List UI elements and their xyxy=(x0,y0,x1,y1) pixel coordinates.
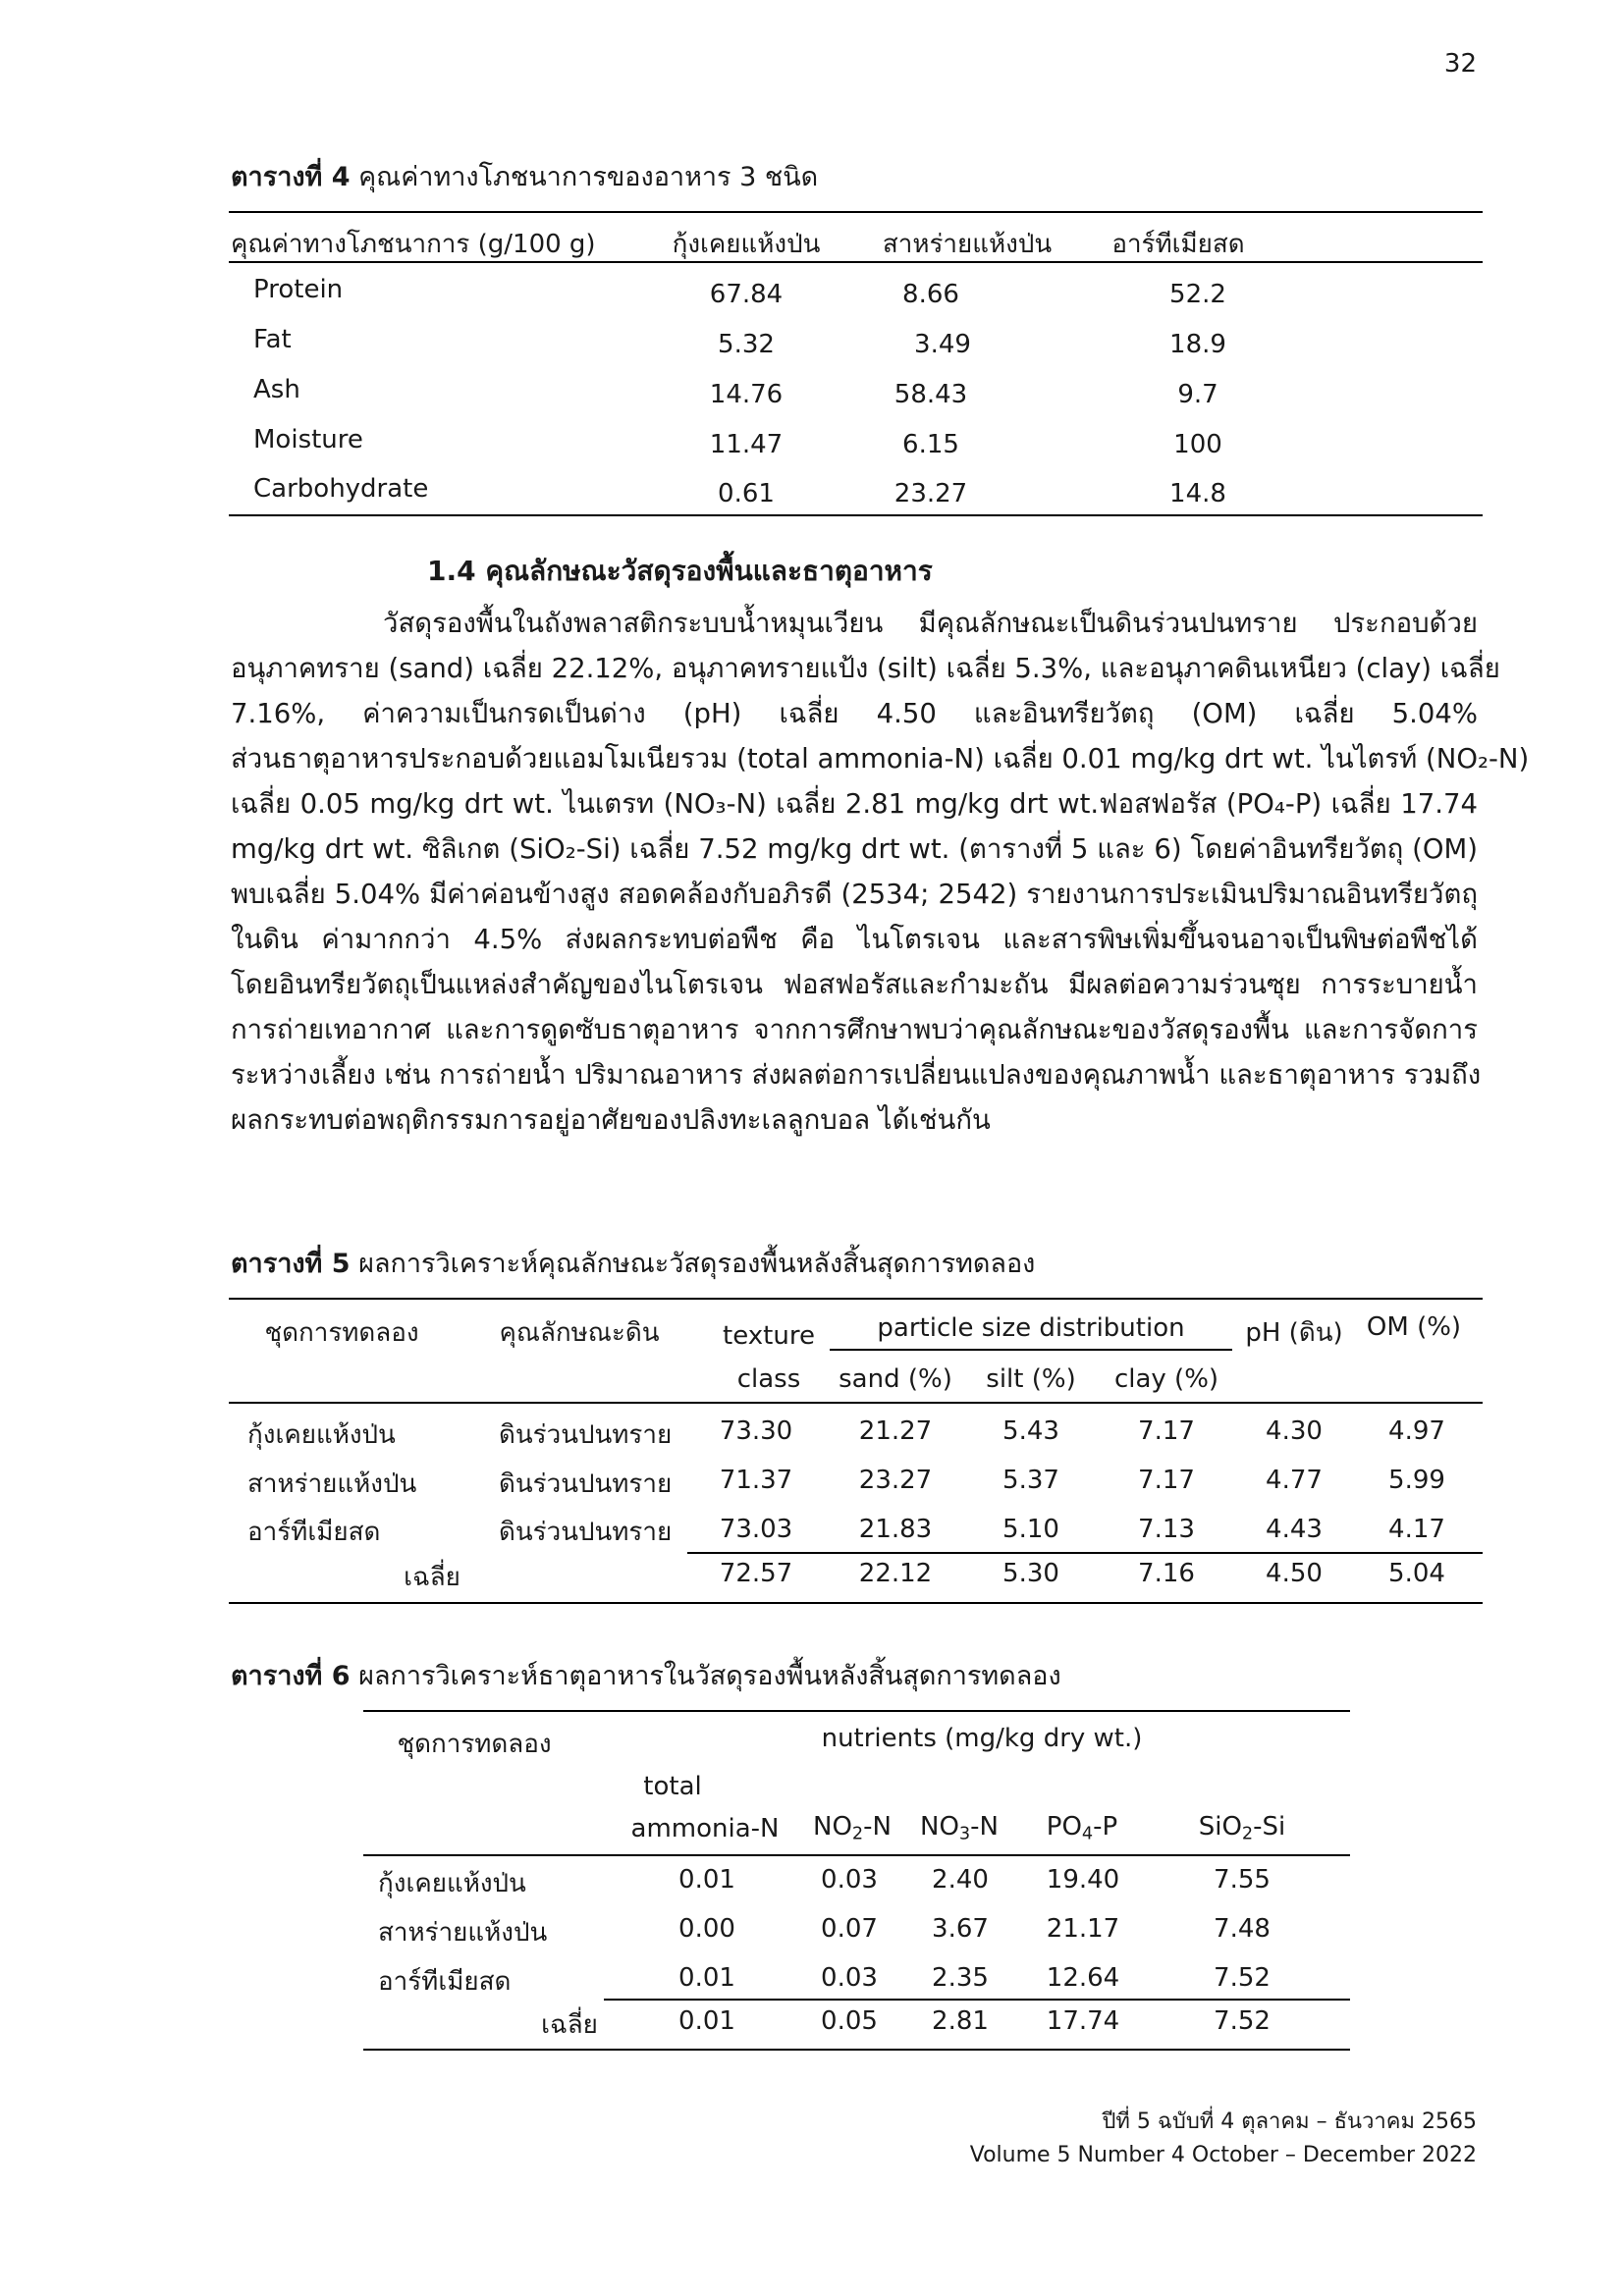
table6-avg-rule xyxy=(604,1999,1350,2001)
table6-cell: 0.00 xyxy=(678,1914,735,1944)
table6-header-nutrients: nutrients (mg/kg dry wt.) xyxy=(821,1724,1143,1753)
table4-cell-label: Protein xyxy=(253,275,344,304)
table5-caption xyxy=(231,1242,1035,1284)
section-heading: 1.4 คุณลักษณะวัสดุรองพื้นและธาตุอาหาร xyxy=(427,555,933,587)
table6-cell: 0.01 xyxy=(678,1865,735,1895)
table6-avg-cell: 17.74 xyxy=(1046,2006,1120,2036)
table5-bottom-rule xyxy=(229,1602,1483,1604)
table4-cell: 9.7 xyxy=(1177,380,1218,409)
table5-header-texture: texture xyxy=(723,1321,815,1351)
table5-cell: 5.43 xyxy=(1002,1416,1059,1446)
table6-header-group: ชุดการทดลอง xyxy=(397,1730,552,1759)
paragraph-line: พบเฉลี่ย 5.04% มีค่าค่อนข้างสูง สอดคล้องกับอภิรดี (2534; 2542) รายงานการประเมินปริมาณอินทรียวัตถุ xyxy=(231,879,1478,910)
table4-caption xyxy=(231,155,818,197)
table4-header-seaweed: สาหร่ายแห้งป่น xyxy=(882,230,1053,259)
paragraph-line: 7.16%, ค่าความเป็นกรดเป็นด่าง (pH) เฉลี่ย 4.50 และอินทรียวัตถุ (OM) เฉลี่ย 5.04% xyxy=(231,698,1478,729)
table5-cell: 7.17 xyxy=(1138,1416,1195,1446)
table6-header-sio2: SiO$_2$-Si xyxy=(1198,1812,1286,1844)
table5-cell: 5.37 xyxy=(1002,1466,1059,1495)
section-paragraph xyxy=(231,601,1530,1143)
table5-header-ph: pH (ดิน) xyxy=(1245,1318,1343,1348)
table5-cell: 71.37 xyxy=(719,1466,793,1495)
paragraph-line: ระหว่างเลี้ยง เช่น การถ่ายน้ำ ปริมาณอาหาร ส่งผลต่อการเปลี่ยนแปลงของคุณภาพน้ำ และธาตุอาหาร รวมถึง xyxy=(231,1059,1482,1091)
table5-caption-text: ผลการวิเคราะห์คุณลักษณะวัสดุรองพื้นหลังสิ้นสุดการทดลอง xyxy=(358,1249,1036,1279)
table5-avg-cell: 5.04 xyxy=(1388,1559,1445,1588)
paragraph-line: ในดิน ค่ามากกว่า 4.5% ส่งผลกระทบต่อพืช คือ ไนโตรเจน และสารพิษเพิ่มขึ้นจนอาจเป็นพิษต่อพืชได้ xyxy=(231,924,1478,955)
table4-header-nutrition: คุณค่าทางโภชนาการ (g/100 g) xyxy=(231,230,596,259)
table5-caption-label: ตารางที่ 5 xyxy=(231,1249,351,1279)
table6-avg-cell: 7.52 xyxy=(1214,2006,1271,2036)
table5-cell: 4.97 xyxy=(1388,1416,1445,1446)
table6-cell: 12.64 xyxy=(1046,1963,1120,1993)
table6-header-no2: $NO_2-N$ xyxy=(812,1812,893,1844)
paragraph-line: อนุภาคทราย (sand) เฉลี่ย 22.12%, อนุภาคทรายแป้ง (silt) เฉลี่ย 5.3%, และอนุภาคดินเหนียว (clay) เฉลี่ย xyxy=(231,653,1500,684)
table5-avg-cell: 4.50 xyxy=(1266,1559,1323,1588)
table5-avg-cell: 7.16 xyxy=(1138,1559,1195,1588)
table5-header-soil: คุณลักษณะดิน xyxy=(499,1318,660,1348)
paragraph-line: mg/kg drt wt. ซิลิเกต (SiO₂-Si) เฉลี่ย 7.52 mg/kg drt wt. (ตารางที่ 5 และ 6) โดยค่าอินทรียวัตถุ (OM) xyxy=(231,833,1478,865)
table5-header-rule xyxy=(229,1402,1483,1404)
table5-header-sand: sand (%) xyxy=(839,1364,952,1394)
table4-cell: 58.43 xyxy=(893,380,968,409)
table4-bottom-rule xyxy=(229,514,1483,516)
table4-cell: 11.47 xyxy=(709,430,784,459)
table4-cell: 6.15 xyxy=(902,430,959,459)
paragraph-line: วัสดุรองพื้นในถังพลาสติกระบบน้ำหมุนเวียน มีคุณลักษณะเป็นดินร่วนปนทราย ประกอบด้วย xyxy=(383,608,1478,639)
table5-cell: 4.17 xyxy=(1388,1515,1445,1544)
footer-issue-english: Volume 5 Number 4 October – December 2022 xyxy=(969,2143,1477,2167)
paragraph-line: การถ่ายเทอากาศ และการดูดซับธาตุอาหาร จากการศึกษาพบว่าคุณลักษณะของวัสดุรองพื้น และการจัดการ xyxy=(231,1014,1478,1045)
paragraph-line: ผลกระทบต่อพฤติกรรมการอยู่อาศัยของปลิงทะเลลูกบอล ได้เช่นกัน xyxy=(231,1104,991,1136)
table5-header-om: OM (%) xyxy=(1366,1312,1462,1342)
table6-header-total: total xyxy=(643,1772,702,1801)
table5-cell: 23.27 xyxy=(858,1466,933,1495)
table6-cell: 7.48 xyxy=(1214,1914,1271,1944)
table5-psd-rule xyxy=(830,1349,1232,1351)
table6-top-rule xyxy=(363,1710,1350,1712)
table6-avg-label: เฉลี่ย xyxy=(541,2010,598,2040)
table6-cell: 0.07 xyxy=(821,1914,878,1944)
table4-cell: 67.84 xyxy=(709,280,784,309)
table4-cell: 3.49 xyxy=(914,330,971,359)
table5-header-clay: clay (%) xyxy=(1113,1364,1219,1394)
table4-cell-label: Carbohydrate xyxy=(253,474,429,504)
table4-cell: 8.66 xyxy=(902,280,959,309)
table6-cell: 2.35 xyxy=(932,1963,989,1993)
table5-cell-group: อาร์ทีเมียสด xyxy=(247,1518,381,1547)
table5-cell: 21.27 xyxy=(858,1416,933,1446)
paragraph-line: เฉลี่ย 0.05 mg/kg drt wt. ไนเตรท (NO₃-N) เฉลี่ย 2.81 mg/kg drt wt.ฟอสฟอรัส (PO₄-P) เฉลี่ย 17.74 xyxy=(231,788,1478,820)
table5-cell-group: กุ้งเคยแห้งป่น xyxy=(247,1420,396,1450)
table5-header-silt: silt (%) xyxy=(986,1364,1076,1394)
table5-cell: 21.83 xyxy=(858,1515,933,1544)
table4-cell-label: Moisture xyxy=(253,425,363,454)
table6-cell: 2.40 xyxy=(932,1865,989,1895)
table6-cell: 21.17 xyxy=(1046,1914,1120,1944)
table4-cell-label: Ash xyxy=(253,375,300,404)
table4-cell: 14.8 xyxy=(1169,479,1226,508)
table5-cell: 4.43 xyxy=(1266,1515,1323,1544)
table4-cell: 18.9 xyxy=(1169,330,1226,359)
table6-cell: 0.03 xyxy=(821,1963,878,1993)
table4-cell: 23.27 xyxy=(893,479,968,508)
table5-cell: 4.77 xyxy=(1266,1466,1323,1495)
page-number: 32 xyxy=(1443,49,1477,79)
table6-header-rule xyxy=(363,1854,1350,1856)
table6-cell-group: อาร์ทีเมียสด xyxy=(378,1967,512,1997)
table5-avg-label: เฉลี่ย xyxy=(404,1563,460,1592)
table5-avg-cell: 5.30 xyxy=(1002,1559,1059,1588)
table5-top-rule xyxy=(229,1298,1483,1300)
table6-cell: 0.01 xyxy=(678,1963,735,1993)
table6-avg-cell: 0.01 xyxy=(678,2006,735,2036)
table4-cell-label: Fat xyxy=(253,325,292,354)
table5-avg-rule xyxy=(687,1552,1483,1554)
table5-cell: 7.17 xyxy=(1138,1466,1195,1495)
table6-caption-text: ผลการวิเคราะห์ธาตุอาหารในวัสดุรองพื้นหลังสิ้นสุดการทดลอง xyxy=(358,1661,1061,1691)
footer-issue-thai: ปีที่ 5 ฉบับที่ 4 ตุลาคม – ธันวาคม 2565 xyxy=(1102,2109,1477,2134)
table5-cell: 4.30 xyxy=(1266,1416,1323,1446)
table6-header-ammonia: ammonia-N xyxy=(630,1814,780,1843)
table6-cell: 7.52 xyxy=(1214,1963,1271,1993)
table5-cell: 5.10 xyxy=(1002,1515,1059,1544)
table4-header-artemia: อาร์ทีเมียสด xyxy=(1111,230,1245,259)
table4-header-shrimp: กุ้งเคยแห้งป่น xyxy=(672,230,821,259)
paragraph-line: โดยอินทรียวัตถุเป็นแหล่งสำคัญของไนโตรเจน ฟอสฟอรัสและกำมะถัน มีผลต่อความร่วนซุย การระบายน้ำ xyxy=(231,969,1478,1000)
table5-avg-cell: 72.57 xyxy=(719,1559,793,1588)
table6-cell: 3.67 xyxy=(932,1914,989,1944)
table5-cell-soil: ดินร่วนปนทราย xyxy=(499,1518,673,1547)
table4-caption-label: ตารางที่ 4 xyxy=(231,162,351,192)
table5-cell-soil: ดินร่วนปนทราย xyxy=(499,1420,673,1450)
table5-header-group: ชุดการทดลอง xyxy=(264,1318,419,1348)
table5-header-class: class xyxy=(736,1364,801,1394)
table6-avg-cell: 0.05 xyxy=(821,2006,878,2036)
table5-cell: 73.03 xyxy=(719,1515,793,1544)
table4-cell: 100 xyxy=(1173,430,1222,459)
table6-cell: 19.40 xyxy=(1046,1865,1120,1895)
table4-cell: 14.76 xyxy=(709,380,784,409)
table6-header-po4: $PO_4-P$ xyxy=(1046,1812,1118,1844)
table6-cell-group: กุ้งเคยแห้งป่น xyxy=(378,1869,526,1898)
table4-cell: 5.32 xyxy=(718,330,775,359)
table4-header-rule xyxy=(229,261,1483,263)
table6-bottom-rule xyxy=(363,2049,1350,2051)
table6-cell: 0.03 xyxy=(821,1865,878,1895)
table5-cell-soil: ดินร่วนปนทราย xyxy=(499,1469,673,1499)
table4-caption-text: คุณค่าทางโภชนาการของอาหาร 3 ชนิด xyxy=(358,162,819,192)
table4-cell: 52.2 xyxy=(1169,280,1226,309)
table5-header-psd: particle size distribution xyxy=(877,1313,1185,1343)
table5-cell: 73.30 xyxy=(719,1416,793,1446)
table4-cell: 0.61 xyxy=(718,479,775,508)
table6-caption xyxy=(231,1654,1061,1696)
table6-header-no3: $NO_3-N$ xyxy=(919,1812,1000,1844)
table5-cell-group: สาหร่ายแห้งป่น xyxy=(247,1469,417,1499)
paragraph-line: ส่วนธาตุอาหารประกอบด้วยแอมโมเนียรวม (total ammonia-N) เฉลี่ย 0.01 mg/kg drt wt. ไนไตรท์ (NO₂-N) xyxy=(231,743,1530,774)
table5-avg-cell: 22.12 xyxy=(858,1559,933,1588)
table4-top-rule xyxy=(229,211,1483,213)
table5-cell: 5.99 xyxy=(1388,1466,1445,1495)
table6-cell: 7.55 xyxy=(1214,1865,1271,1895)
table6-avg-cell: 2.81 xyxy=(932,2006,989,2036)
table6-cell-group: สาหร่ายแห้งป่น xyxy=(378,1918,548,1948)
table6-caption-label: ตารางที่ 6 xyxy=(231,1661,351,1691)
table5-cell: 7.13 xyxy=(1138,1515,1195,1544)
